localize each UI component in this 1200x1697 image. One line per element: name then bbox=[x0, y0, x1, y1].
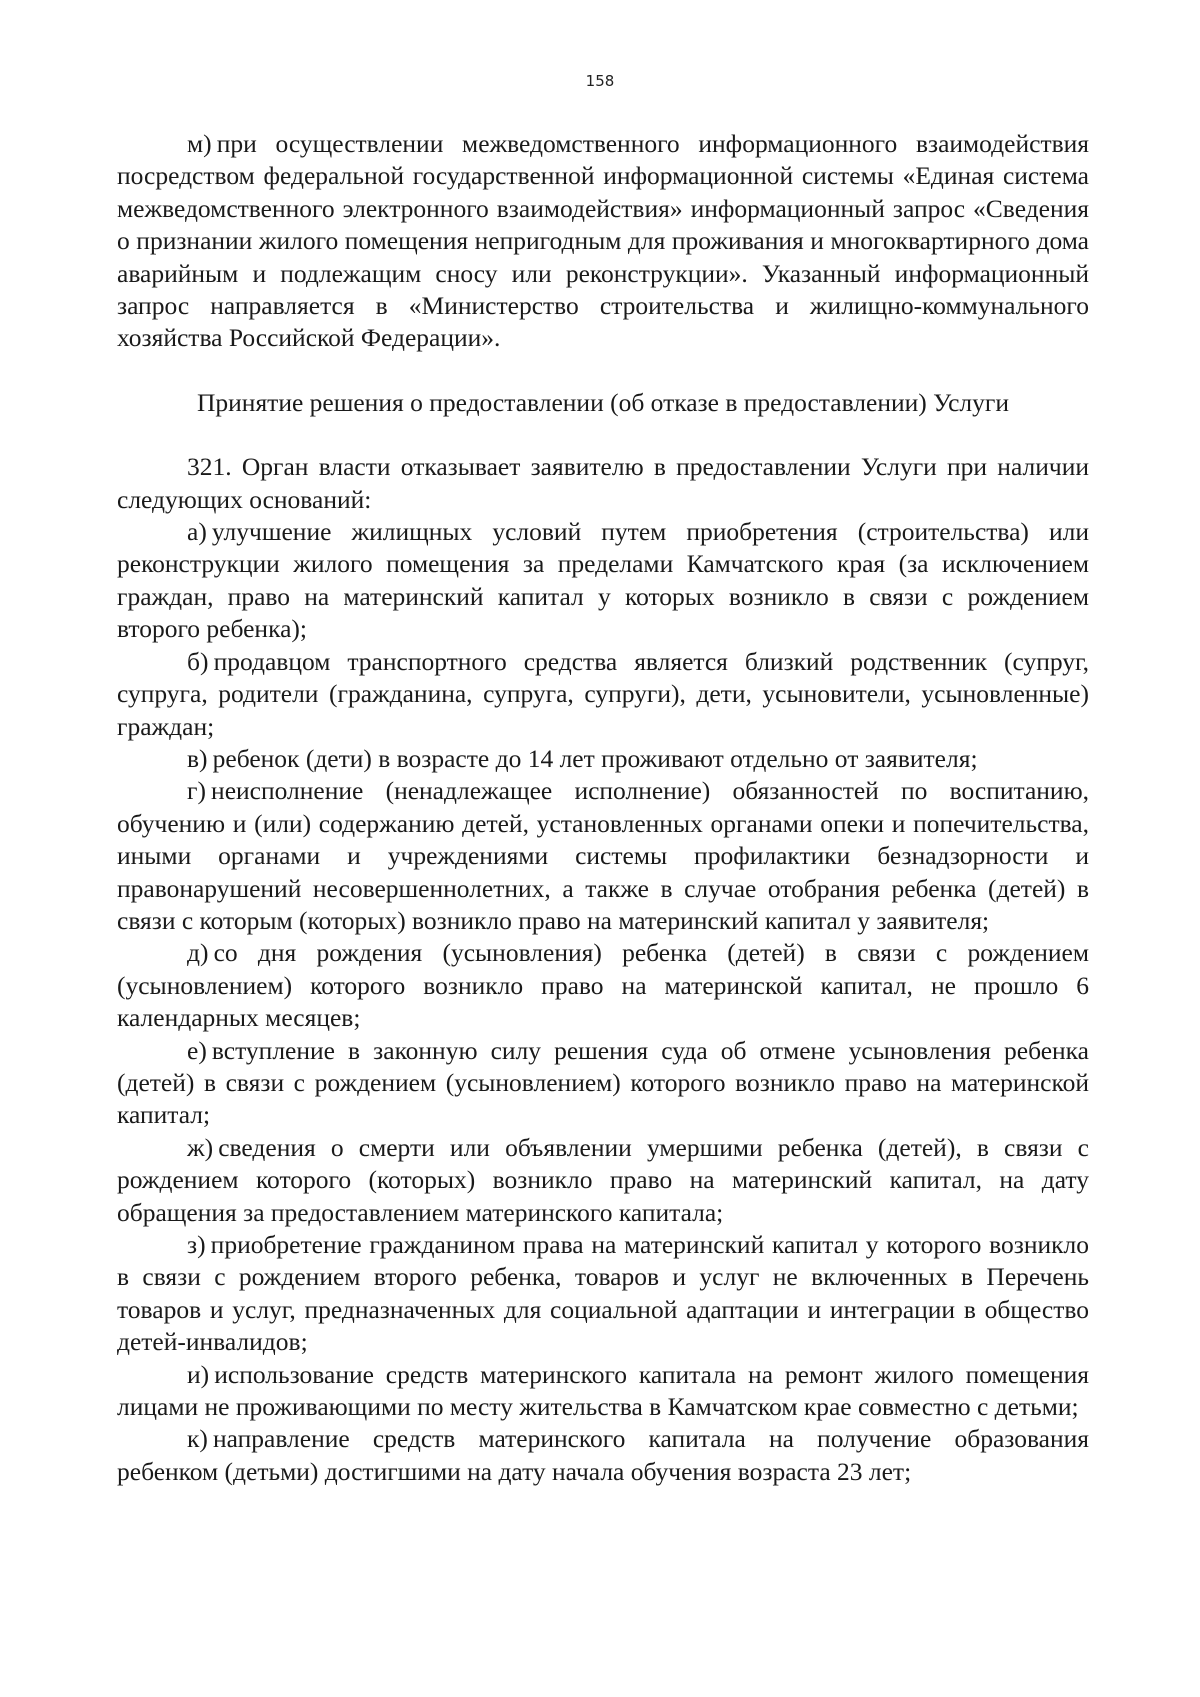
list-item-v: в) ребенок (дети) в возрасте до 14 лет проживают отдельно от заявителя; bbox=[187, 743, 978, 773]
list-item-d: д) со дня рождения (усыновления) ребенка (детей) в связи с рождением (усыновлением) которого возникло право на материнской капитал, не прошло 6 календарных месяцев; bbox=[117, 938, 1089, 1033]
list-item-e: е) вступление в законную силу решения суда об отмене усыновления ребенка (детей) в связи с рождением (усыновлением) которого возникло право на материнской капитал; bbox=[117, 1035, 1089, 1130]
list-item-k: к) направление средств материнского капитала на получение образования ребенком (детьми) достигшими на дату начала обучения возраста 23 лет; bbox=[117, 1424, 1089, 1486]
paragraph-m: м) при осуществлении межведомственного информационного взаимодействия посредством федеральной государственной информационной системы «Единая система межведомственного электронного взаимодействия» информационный запрос «Сведения о признании жилого помещения непригодным для проживания и многоквартирного дома аварийным и подлежащим сносу или реконструкции». Указанный информационный запрос направляется в «Министерство строительства и жилищно-коммунального хозяйства Российской Федерации». bbox=[117, 129, 1089, 353]
document-body bbox=[117, 128, 1089, 1488]
paragraph-321: 321. Орган власти отказывает заявителю в предоставлении Услуги при наличии следующих оснований: bbox=[117, 452, 1089, 514]
section-heading: Принятие решения о предоставлении (об отказе в предоставлении) Услуги bbox=[196, 387, 1010, 417]
list-item-g: г) неисполнение (ненадлежащее исполнение) обязанностей по воспитанию, обучению и (или) содержанию детей, установленных органами опеки и попечительства, иными органами и учреждениями системы профилактики безнадзорности и правонарушений несовершеннолетних, а также в случае отобрания ребенка (детей) в связи с которым (которых) возникло право на материнский капитал у заявителя; bbox=[117, 776, 1089, 935]
list-item-zh: ж) сведения о смерти или объявлении умершими ребенка (детей), в связи с рождением которого (которых) возникло право на материнский капитал, на дату обращения за предоставлением материнского капитала; bbox=[117, 1132, 1089, 1227]
list-item-b: б) продавцом транспортного средства является близкий родственник (супруг, супруга, родители (гражданина, супруга, супруги), дети, усыновители, усыновленные) граждан; bbox=[117, 646, 1089, 741]
list-item-z: з) приобретение гражданином права на материнский капитал у которого возникло в связи с рождением второго ребенка, товаров и услуг не включенных в Перечень товаров и услуг, предназначенных для социальной адаптации и интеграции в общество детей-инвалидов; bbox=[117, 1230, 1089, 1357]
list-item-a: а) улучшение жилищных условий путем приобретения (строительства) или реконструкции жилого помещения за пределами Камчатского края (за исключением граждан, право на материнский капитал у которых возникло в связи с рождением второго ребенка); bbox=[117, 517, 1089, 644]
page-number: 158 bbox=[585, 72, 615, 90]
list-item-i: и) использование средств материнского капитала на ремонт жилого помещения лицами не проживающими по месту жительства в Камчатском крае совместно с детьми; bbox=[117, 1359, 1089, 1422]
